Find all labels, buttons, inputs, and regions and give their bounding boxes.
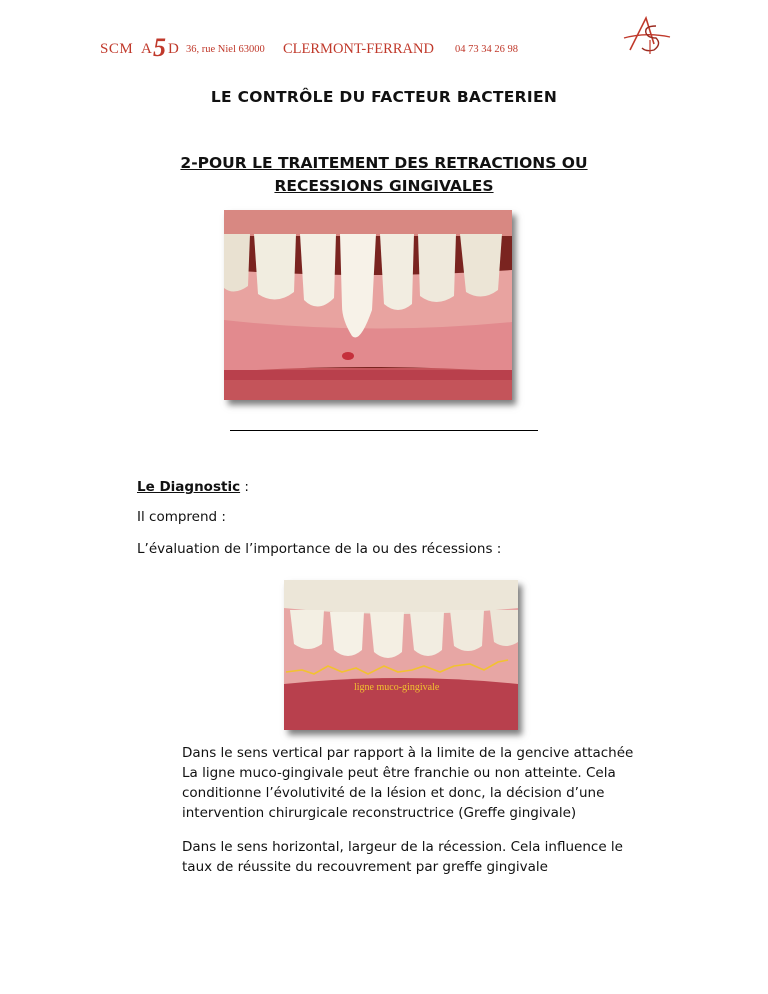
diagnostic-label: Le Diagnostic [137,479,241,495]
gingival-recession-photo [224,210,512,400]
vertical-line-1: Dans le sens vertical par rapport à la limite de la gencive attachée [182,745,634,761]
diagnostic-heading [137,479,249,495]
header-address: 36, rue Niel 63000 [186,44,265,55]
diagnostic-label-suffix: : [240,479,249,495]
vertical-line-3: conditionne l’évolutivité de la lésion et donc, la décision d’une [182,785,605,801]
subtitle-line-1: 2-POUR LE TRAITEMENT DES RETRACTIONS OU [180,154,588,172]
evaluation-text: L’évaluation de l’importance de la ou des récessions : [137,541,502,557]
header-five: 5 [153,33,166,62]
horizontal-line-1: Dans le sens horizontal, largeur de la récession. Cela influence le [182,839,623,855]
section-subtitle [120,152,648,198]
page-title: LE CONTRÔLE DU FACTEUR BACTERIEN [210,88,558,106]
horizontal-line-2: taux de réussite du recouvrement par greffe gingivale [182,859,548,875]
mucogingival-line-photo [284,580,518,730]
comprend-text: Il comprend : [137,509,226,525]
horizontal-paragraph [182,837,742,877]
header-phone: 04 73 34 26 98 [455,44,518,55]
letterhead [100,33,660,62]
subtitle-line-2: RECESSIONS GINGIVALES [274,177,494,195]
header-d: D [168,41,179,57]
vertical-paragraph [182,743,742,823]
divider-rule [230,430,538,431]
header-a: A [141,41,152,57]
header-city: CLERMONT-FERRAND [283,41,434,57]
a5d-logo-icon [620,14,676,56]
vertical-line-4: intervention chirurgicale reconstructrice (Greffe gingivale) [182,805,577,821]
vertical-line-2: La ligne muco-gingivale peut être franchie ou non atteinte. Cela [182,765,616,781]
photo2-caption: ligne muco-gingivale [354,682,440,693]
header-scm: SCM [100,41,134,57]
